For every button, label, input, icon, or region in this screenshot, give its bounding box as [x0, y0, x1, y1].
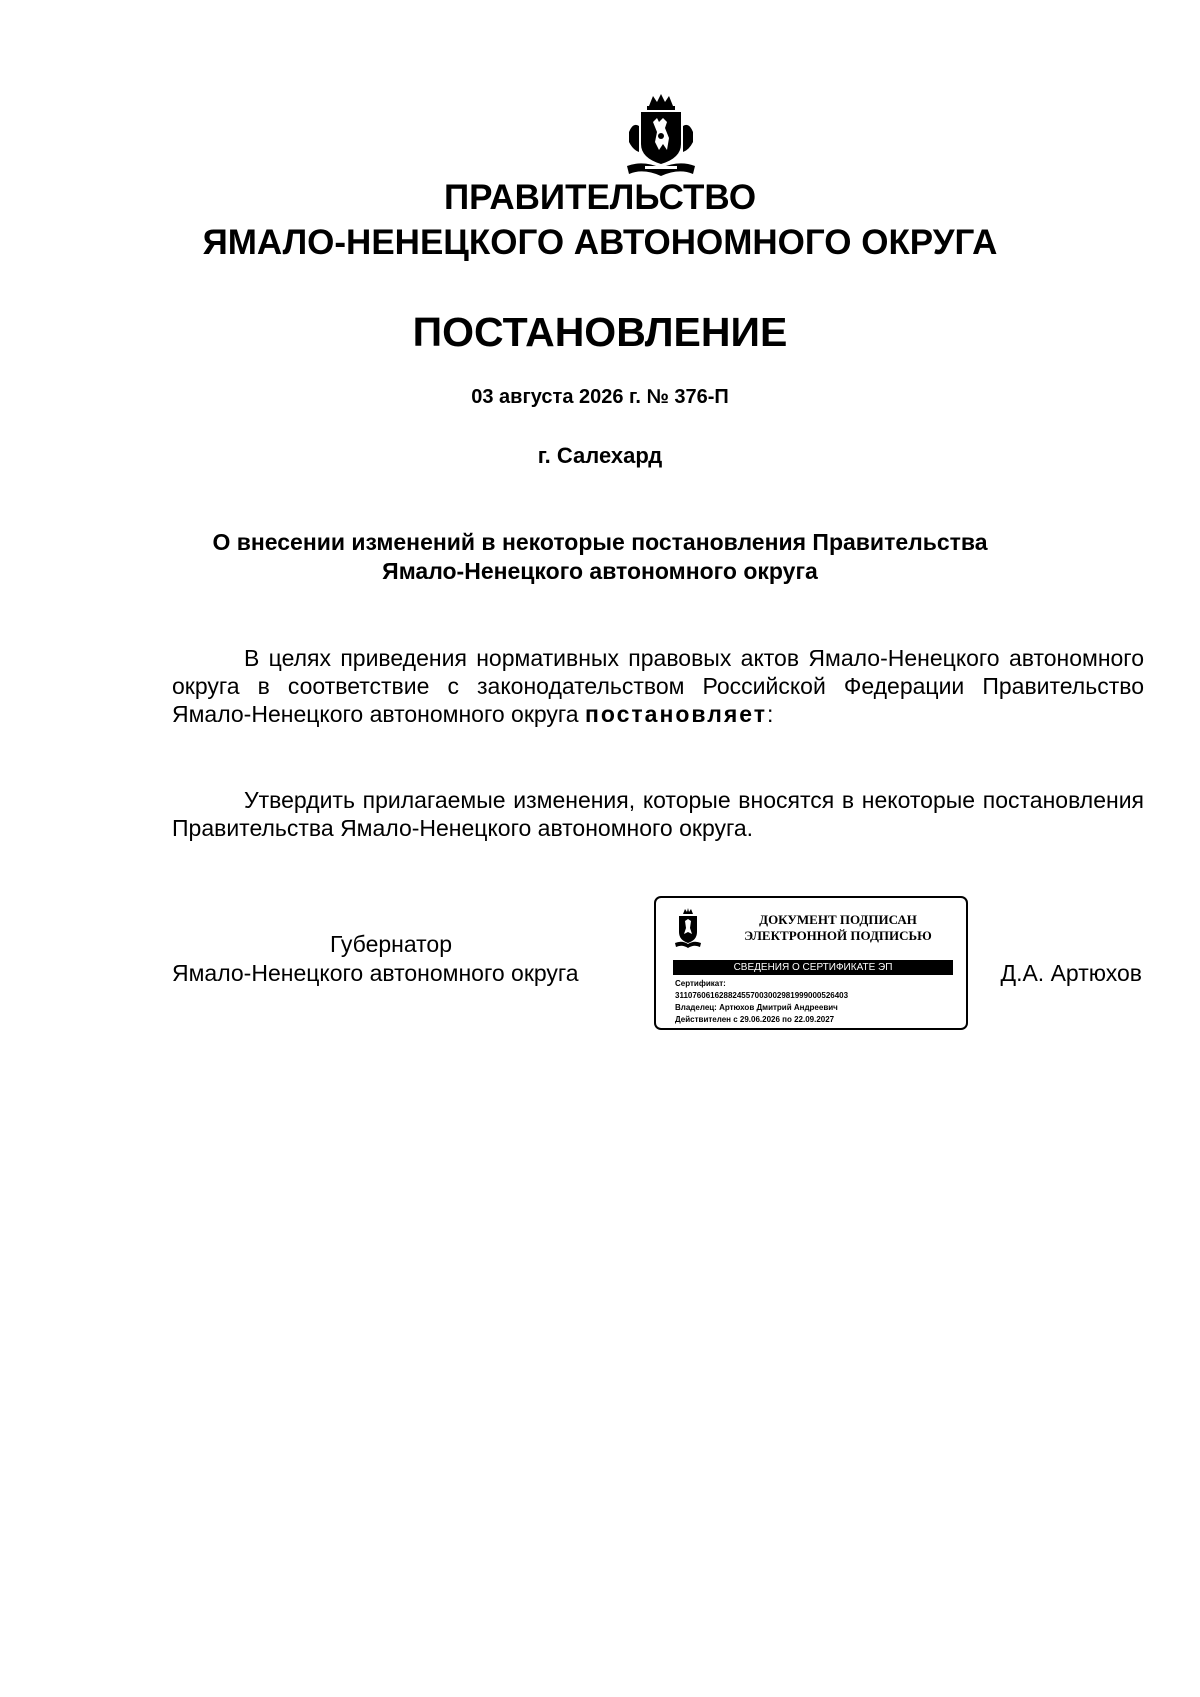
body-paragraph-2 [172, 786, 1144, 842]
stamp-title-line2: ЭЛЕКТРОННОЙ ПОДПИСЬЮ [744, 928, 932, 943]
document-city: г. Салехард [537, 443, 663, 468]
document-subject [200, 528, 1000, 586]
organization-name-line1: ПРАВИТЕЛЬСТВО [443, 178, 757, 217]
signatory-title-line1: Губернатор [330, 931, 453, 957]
stamp-certificate-details [675, 978, 960, 1026]
paragraph-1-text: В целях приведения нормативных правовых актов Ямало-Ненецкого автономного округа в соответствие с законодательством Российской Федерации Правительство Ямало-Ненецкого автономного округа [172, 645, 1144, 727]
signatory-title [172, 930, 642, 988]
paragraph-1-resolution-word: постановляет [584, 701, 768, 727]
stamp-certificate-bar: СВЕДЕНИЯ О СЕРТИФИКАТЕ ЭП [673, 960, 953, 975]
body-paragraph-1 [172, 644, 1144, 728]
stamp-cert-label: Сертификат: [675, 979, 726, 988]
organization-name-line2: ЯМАЛО-НЕНЕЦКОГО АВТОНОМНОГО ОКРУГА [202, 223, 998, 262]
subject-line1: О внесении изменений в некоторые постановления Правительства [212, 529, 988, 555]
document-type-title: ПОСТАНОВЛЕНИЕ [412, 309, 788, 355]
electronic-signature-stamp [654, 896, 968, 1030]
stamp-validity: Действителен с 29.06.2026 по 22.09.2027 [675, 1015, 835, 1024]
subject-line2: Ямало-Ненецкого автономного округа [382, 558, 818, 584]
signatory-title-line2: Ямало-Ненецкого автономного округа [172, 960, 579, 986]
document-date-number: 03 августа 2026 г. № 376-П [471, 386, 729, 408]
paragraph-2-text: Утвердить прилагаемые изменения, которые вносятся в некоторые постановления Правительства Ямало-Ненецкого автономного округа. [172, 787, 1144, 841]
stamp-cert-number: 311076061628824557003002981999000526403 [675, 991, 849, 1000]
stamp-title-line1: ДОКУМЕНТ ПОДПИСАН [759, 912, 917, 927]
stamp-owner: Владелец: Артюхов Дмитрий Андреевич [675, 1003, 838, 1012]
stamp-emblem-icon [674, 908, 702, 948]
signatory-name: Д.А. Артюхов [1000, 960, 1142, 986]
stamp-title [718, 912, 958, 944]
paragraph-1-colon: : [767, 701, 774, 727]
coat-of-arms-emblem [623, 92, 699, 178]
